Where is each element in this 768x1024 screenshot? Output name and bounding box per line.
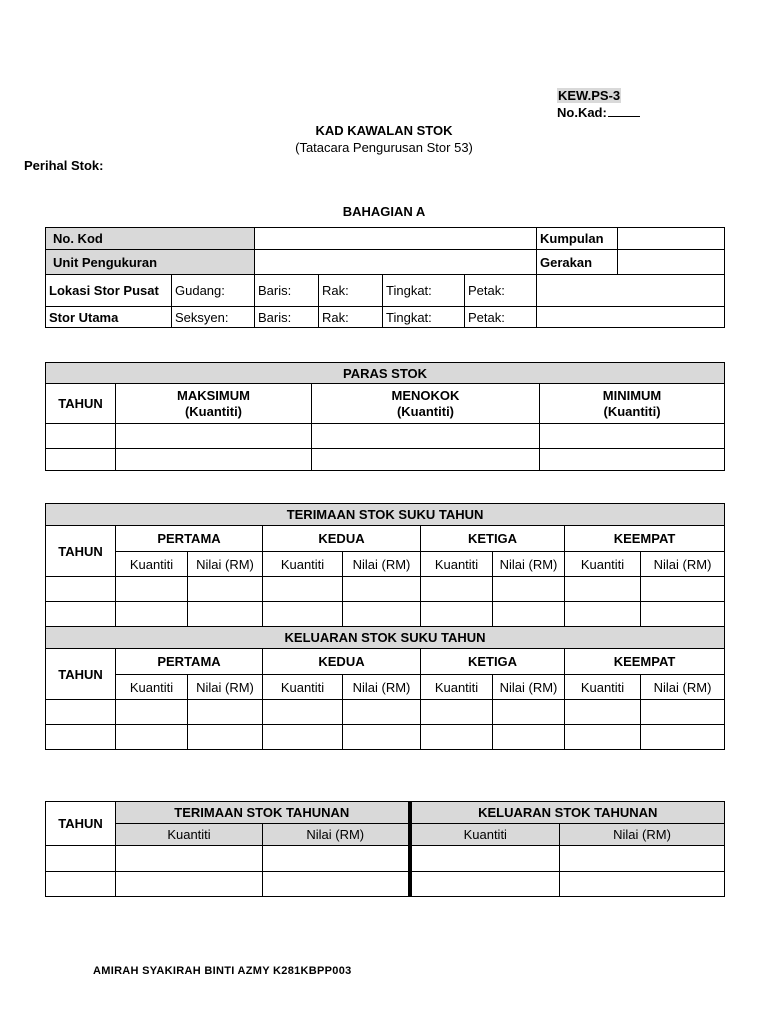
table-cell[interactable] <box>263 577 343 602</box>
table-cell[interactable] <box>188 577 263 602</box>
page-title: KAD KAWALAN STOK <box>315 123 453 138</box>
table-cell[interactable] <box>188 725 263 750</box>
table-cell[interactable] <box>565 602 641 627</box>
table-cell[interactable] <box>116 449 312 471</box>
quarter-pertama-header: PERTAMA <box>116 649 263 675</box>
table-row <box>46 725 725 750</box>
table-cell[interactable] <box>46 872 116 897</box>
table-cell[interactable] <box>46 449 116 471</box>
table-row <box>46 872 725 897</box>
tahun-header: TAHUN <box>46 649 116 700</box>
table-cell[interactable] <box>540 424 725 449</box>
section-a-table <box>45 227 725 328</box>
kumpulan-label: Kumpulan <box>537 228 618 250</box>
kumpulan-field[interactable] <box>618 228 725 250</box>
gerakan-label: Gerakan <box>537 250 618 275</box>
minimum-header <box>540 384 725 424</box>
lokasi-extra-field[interactable] <box>537 275 725 307</box>
seksyen-field[interactable]: Seksyen: <box>172 307 255 328</box>
kuantiti-header: Kuantiti <box>116 824 263 846</box>
lokasi-stor-pusat-label: Lokasi Stor Pusat <box>46 275 172 307</box>
table-cell[interactable] <box>560 872 725 897</box>
unit-pengukuran-label: Unit Pengukuran <box>46 250 255 275</box>
quarter-ketiga-header: KETIGA <box>421 649 565 675</box>
table-cell[interactable] <box>493 725 565 750</box>
table-cell[interactable] <box>421 602 493 627</box>
kuantiti-header: Kuantiti <box>421 552 493 577</box>
tahun-header: TAHUN <box>46 526 116 577</box>
gudang-field[interactable]: Gudang: <box>172 275 255 307</box>
table-cell[interactable] <box>46 577 116 602</box>
table-cell[interactable] <box>263 846 410 872</box>
table-cell[interactable] <box>263 725 343 750</box>
nilai-header: Nilai (RM) <box>641 675 725 700</box>
kuantiti-header: Kuantiti <box>263 675 343 700</box>
kuantiti-header: Kuantiti <box>565 675 641 700</box>
no-kod-label: No. Kod <box>46 228 255 250</box>
nilai-header: Nilai (RM) <box>343 675 421 700</box>
baris-field[interactable]: Baris: <box>255 275 319 307</box>
table-cell[interactable] <box>116 725 188 750</box>
minimum-label: MINIMUM <box>602 387 662 403</box>
maksimum-kuantiti-label: (Kuantiti) <box>184 403 243 419</box>
quarter-keempat-header: KEEMPAT <box>565 649 725 675</box>
table-cell[interactable] <box>565 725 641 750</box>
table-row <box>46 577 725 602</box>
table-cell[interactable] <box>641 700 725 725</box>
nilai-header: Nilai (RM) <box>188 552 263 577</box>
kuantiti-header: Kuantiti <box>116 675 188 700</box>
table-cell[interactable] <box>116 700 188 725</box>
table-cell[interactable] <box>560 846 725 872</box>
table-cell[interactable] <box>540 449 725 471</box>
table-cell[interactable] <box>312 424 540 449</box>
terimaan-suku-heading: TERIMAAN STOK SUKU TAHUN <box>46 504 725 526</box>
kuantiti-header: Kuantiti <box>263 552 343 577</box>
gerakan-field[interactable] <box>618 250 725 275</box>
table-cell[interactable] <box>493 700 565 725</box>
table-cell[interactable] <box>263 602 343 627</box>
table-cell[interactable] <box>116 577 188 602</box>
table-row <box>46 449 725 471</box>
section-a-heading: BAHAGIAN A <box>342 204 426 219</box>
table-cell[interactable] <box>116 424 312 449</box>
table-cell[interactable] <box>410 846 560 872</box>
table-cell[interactable] <box>343 577 421 602</box>
keluaran-suku-heading: KELUARAN STOK SUKU TAHUN <box>46 627 725 649</box>
table-cell[interactable] <box>312 449 540 471</box>
table-row <box>46 846 725 872</box>
nilai-header: Nilai (RM) <box>263 824 410 846</box>
paras-stok-table <box>45 362 725 471</box>
paras-stok-heading: PARAS STOK <box>46 363 725 384</box>
table-cell[interactable] <box>493 602 565 627</box>
table-cell[interactable] <box>116 846 263 872</box>
table-row <box>46 424 725 449</box>
table-cell[interactable] <box>263 700 343 725</box>
table-cell[interactable] <box>421 700 493 725</box>
quarter-ketiga-header: KETIGA <box>421 526 565 552</box>
maksimum-label: MAKSIMUM <box>177 387 250 403</box>
keluaran-tahunan-header: KELUARAN STOK TAHUNAN <box>410 802 725 824</box>
kuantiti-header: Kuantiti <box>410 824 560 846</box>
kuantiti-header: Kuantiti <box>421 675 493 700</box>
annual-table <box>45 801 725 897</box>
stor-utama-extra-field[interactable] <box>537 307 725 328</box>
table-cell[interactable] <box>116 872 263 897</box>
table-cell[interactable] <box>565 577 641 602</box>
table-cell[interactable] <box>641 602 725 627</box>
card-number-blank <box>608 105 640 117</box>
menokok-label: MENOKOK <box>391 387 460 403</box>
table-cell[interactable] <box>421 725 493 750</box>
form-code: KEW.PS-3 <box>558 88 621 103</box>
table-cell[interactable] <box>641 725 725 750</box>
tingkat-field[interactable]: Tingkat: <box>383 275 465 307</box>
nilai-header: Nilai (RM) <box>188 675 263 700</box>
nilai-header: Nilai (RM) <box>493 675 565 700</box>
table-cell[interactable] <box>46 725 116 750</box>
table-cell[interactable] <box>343 602 421 627</box>
card-number-label <box>557 105 640 120</box>
table-cell[interactable] <box>263 872 410 897</box>
kuantiti-header: Kuantiti <box>116 552 188 577</box>
rak-field-2[interactable]: Rak: <box>319 307 383 328</box>
petak-field-2[interactable]: Petak: <box>465 307 537 328</box>
nilai-header: Nilai (RM) <box>641 552 725 577</box>
table-cell[interactable] <box>410 872 560 897</box>
table-row <box>46 602 725 627</box>
petak-field[interactable]: Petak: <box>465 275 537 307</box>
tingkat-field-2[interactable]: Tingkat: <box>383 307 465 328</box>
quarter-kedua-header: KEDUA <box>263 526 421 552</box>
baris-field-2[interactable]: Baris: <box>255 307 319 328</box>
table-cell[interactable] <box>641 577 725 602</box>
table-cell[interactable] <box>188 602 263 627</box>
unit-pengukuran-field[interactable] <box>255 250 537 275</box>
table-cell[interactable] <box>46 700 116 725</box>
quarterly-table <box>45 503 725 750</box>
table-row <box>46 700 725 725</box>
table-cell[interactable] <box>343 700 421 725</box>
perihal-stok-label: Perihal Stok: <box>24 158 104 173</box>
table-cell[interactable] <box>46 846 116 872</box>
table-cell[interactable] <box>493 577 565 602</box>
nilai-header: Nilai (RM) <box>493 552 565 577</box>
kuantiti-header: Kuantiti <box>565 552 641 577</box>
table-cell[interactable] <box>421 577 493 602</box>
table-cell[interactable] <box>46 602 116 627</box>
nilai-header: Nilai (RM) <box>343 552 421 577</box>
minimum-kuantiti-label: (Kuantiti) <box>603 403 661 419</box>
footer-name: AMIRAH SYAKIRAH BINTI AZMY K281KBPP003 <box>93 965 352 977</box>
table-cell[interactable] <box>46 424 116 449</box>
quarter-keempat-header: KEEMPAT <box>565 526 725 552</box>
card-number-text: No.Kad: <box>557 105 607 120</box>
tahun-header: TAHUN <box>46 802 116 846</box>
terimaan-tahunan-header: TERIMAAN STOK TAHUNAN <box>116 802 410 824</box>
table-cell[interactable] <box>116 602 188 627</box>
tahun-header: TAHUN <box>46 384 116 424</box>
quarter-pertama-header: PERTAMA <box>116 526 263 552</box>
menokok-header <box>312 384 540 424</box>
table-cell[interactable] <box>565 700 641 725</box>
stor-utama-label: Stor Utama <box>46 307 172 328</box>
rak-field[interactable]: Rak: <box>319 275 383 307</box>
page-subtitle: (Tatacara Pengurusan Stor 53) <box>295 140 473 155</box>
no-kod-field[interactable] <box>255 228 537 250</box>
table-cell[interactable] <box>343 725 421 750</box>
table-cell[interactable] <box>188 700 263 725</box>
quarter-kedua-header: KEDUA <box>263 649 421 675</box>
nilai-header: Nilai (RM) <box>560 824 725 846</box>
menokok-kuantiti-label: (Kuantiti) <box>396 403 455 419</box>
maksimum-header <box>116 384 312 424</box>
